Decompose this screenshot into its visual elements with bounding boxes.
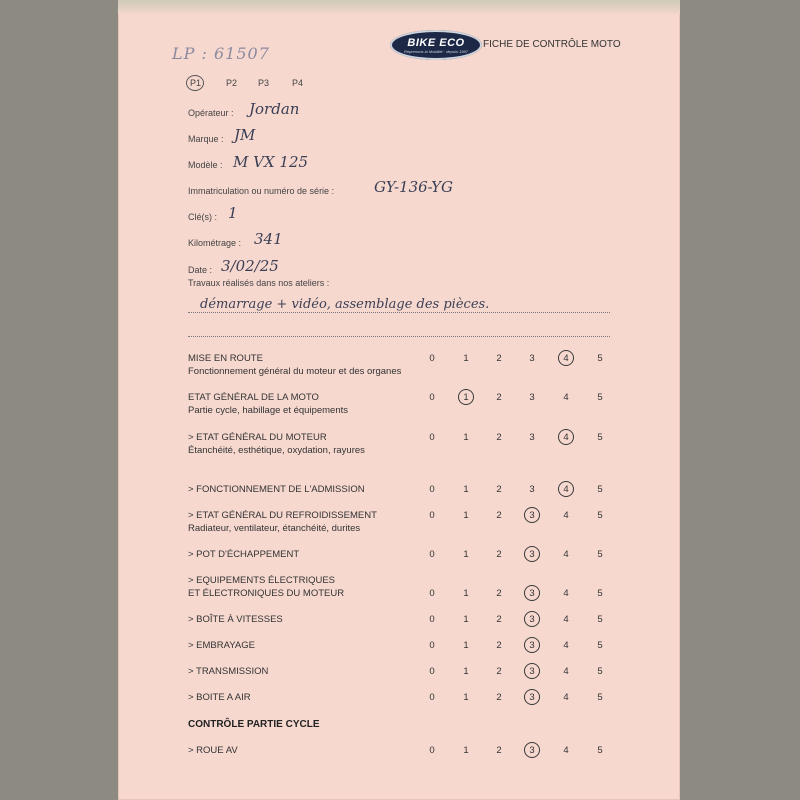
score-option-1 [460, 692, 472, 703]
row-title: > FONCTIONNEMENT DE L'ADMISSION [188, 484, 365, 495]
score-option-0 [426, 745, 438, 756]
score-option-1 [460, 614, 472, 625]
bike-eco-logo [390, 30, 482, 60]
score-option-5 [594, 432, 606, 443]
score-option-3 [526, 392, 538, 403]
score-label: 1 [463, 614, 469, 625]
score-label: 3 [529, 510, 535, 521]
score-label: 2 [496, 692, 502, 703]
score-option-5 [594, 353, 606, 364]
score-label: 2 [496, 353, 502, 364]
score-option-2 [493, 432, 505, 443]
score-label: 5 [597, 549, 603, 560]
row-subtitle: Radiateur, ventilateur, étanchéité, durites [188, 523, 361, 534]
score-option-5 [594, 549, 606, 560]
score-option-2 [493, 666, 505, 677]
row-subtitle: Étanchéité, esthétique, oxydation, rayures [188, 445, 365, 456]
row-title: > TRANSMISSION [188, 666, 269, 677]
logo-text: BIKE ECO [407, 36, 465, 49]
travaux-label: Travaux réalisés dans nos ateliers : [188, 278, 330, 288]
score-label: 4 [563, 666, 569, 677]
score-label: 4 [563, 640, 569, 651]
selected-score-circle [524, 637, 540, 653]
score-option-3 [526, 588, 538, 599]
score-label: 3 [529, 745, 535, 756]
score-label: 2 [496, 484, 502, 495]
score-label: 4 [563, 588, 569, 599]
score-label: 0 [429, 432, 435, 443]
score-option-0 [426, 588, 438, 599]
selected-score-circle [458, 389, 474, 405]
score-option-1 [460, 432, 472, 443]
section-title-partie-cycle: CONTRÔLE PARTIE CYCLE [188, 719, 320, 730]
score-option-0 [426, 353, 438, 364]
score-option-2 [493, 510, 505, 521]
score-option-5 [594, 392, 606, 403]
score-label: 2 [496, 666, 502, 677]
score-label: 2 [496, 392, 502, 403]
selected-score-circle [524, 689, 540, 705]
score-option-0 [426, 510, 438, 521]
score-label: 5 [597, 510, 603, 521]
score-label: 1 [463, 692, 469, 703]
score-option-4 [560, 745, 572, 756]
score-label: 5 [597, 640, 603, 651]
score-option-0 [426, 549, 438, 560]
score-option-3 [526, 432, 538, 443]
row-title: > POT D'ÉCHAPPEMENT [188, 549, 300, 560]
score-option-4 [560, 484, 572, 495]
score-label: 2 [496, 432, 502, 443]
score-label: 0 [429, 588, 435, 599]
score-label: 3 [529, 692, 535, 703]
date-value: 3/02/25 [221, 257, 279, 275]
score-label: 5 [597, 588, 603, 599]
score-option-5 [594, 510, 606, 521]
row-title: > BOÎTE À VITESSES [188, 614, 283, 625]
score-label: 4 [563, 692, 569, 703]
row-title: > BOITE A AIR [188, 692, 251, 703]
marque-label: Marque : [188, 134, 224, 144]
score-option-2 [493, 353, 505, 364]
km-label: Kilométrage : [188, 238, 242, 248]
logo-tagline: Reprenons la Mobilité · depuis 1997 [403, 48, 469, 54]
score-option-0 [426, 392, 438, 403]
score-option-4 [560, 614, 572, 625]
score-option-4 [560, 510, 572, 521]
cles-value: 1 [228, 204, 238, 222]
score-option-2 [493, 614, 505, 625]
row-title: > EQUIPEMENTS ÉLECTRIQUES [188, 575, 336, 586]
row-subtitle: Partie cycle, habillage et équipements [188, 405, 349, 416]
score-option-2 [493, 588, 505, 599]
score-option-5 [594, 666, 606, 677]
score-label: 1 [463, 392, 469, 403]
score-label: 1 [463, 432, 469, 443]
score-option-1 [460, 549, 472, 560]
sheet-title: FICHE DE CONTRÔLE MOTO [483, 39, 621, 50]
score-option-2 [493, 745, 505, 756]
score-label: 2 [496, 588, 502, 599]
score-label: 0 [429, 510, 435, 521]
row-title: MISE EN ROUTE [188, 353, 263, 364]
score-option-4 [560, 432, 572, 443]
score-label: 0 [429, 666, 435, 677]
row-title: > EMBRAYAGE [188, 640, 255, 651]
score-option-4 [560, 392, 572, 403]
score-label: 5 [597, 392, 603, 403]
score-label: 0 [429, 353, 435, 364]
score-option-5 [594, 692, 606, 703]
score-label: 2 [496, 614, 502, 625]
score-label: 5 [597, 432, 603, 443]
score-label: 1 [463, 640, 469, 651]
score-label: 5 [597, 692, 603, 703]
score-label: 2 [496, 510, 502, 521]
score-label: 1 [463, 510, 469, 521]
score-option-2 [493, 640, 505, 651]
score-option-4 [560, 666, 572, 677]
score-option-2 [493, 484, 505, 495]
score-label: 3 [529, 549, 535, 560]
immat-label: Immatriculation ou numéro de série : [188, 186, 335, 196]
score-option-5 [594, 588, 606, 599]
score-label: 5 [597, 745, 603, 756]
score-label: 1 [463, 353, 469, 364]
score-label: 1 [463, 666, 469, 677]
score-label: 1 [463, 588, 469, 599]
score-label: 5 [597, 666, 603, 677]
score-option-4 [560, 640, 572, 651]
row-title: > ROUE AV [188, 745, 238, 756]
page-selected-circle [186, 75, 204, 91]
page-tab-p2: P2 [226, 78, 238, 88]
score-option-4 [560, 549, 572, 560]
score-label: 1 [463, 484, 469, 495]
selected-score-circle [558, 350, 574, 366]
score-label: 0 [429, 692, 435, 703]
row-title: > ETAT GÉNÉRAL DU REFROIDISSEMENT [188, 510, 377, 521]
score-label: 0 [429, 640, 435, 651]
score-label: 3 [529, 353, 535, 364]
score-option-4 [560, 588, 572, 599]
score-option-5 [594, 614, 606, 625]
score-label: 5 [597, 353, 603, 364]
score-option-3 [526, 353, 538, 364]
date-label: Date : [188, 265, 213, 275]
cles-label: Clé(s) : [188, 212, 217, 222]
page-tab-label: P1 [190, 78, 202, 88]
modele-value: M VX 125 [233, 153, 309, 171]
score-option-4 [560, 353, 572, 364]
score-label: 5 [597, 484, 603, 495]
selected-score-circle [524, 611, 540, 627]
score-label: 4 [563, 392, 569, 403]
score-option-1 [460, 392, 472, 403]
selected-score-circle [524, 546, 540, 562]
score-label: 3 [529, 666, 535, 677]
score-option-1 [460, 510, 472, 521]
travaux-value: démarrage + vidéo, assemblage des pièces. [200, 297, 490, 312]
score-label: 0 [429, 614, 435, 625]
score-option-2 [493, 392, 505, 403]
score-label: 4 [563, 353, 569, 364]
score-option-3 [526, 510, 538, 521]
score-label: 0 [429, 484, 435, 495]
score-option-1 [460, 353, 472, 364]
operateur-label: Opérateur : [188, 108, 234, 118]
score-label: 0 [429, 549, 435, 560]
score-label: 4 [563, 745, 569, 756]
score-option-0 [426, 432, 438, 443]
score-label: 3 [529, 484, 535, 495]
score-option-2 [493, 692, 505, 703]
selected-score-circle [524, 742, 540, 758]
score-option-3 [526, 614, 538, 625]
selected-score-circle [558, 429, 574, 445]
score-option-1 [460, 666, 472, 677]
score-label: 0 [429, 392, 435, 403]
marque-value: JM [234, 126, 256, 144]
score-label: 2 [496, 745, 502, 756]
immat-value: GY-136-YG [374, 178, 453, 196]
score-label: 1 [463, 549, 469, 560]
score-label: 4 [563, 510, 569, 521]
score-option-5 [594, 484, 606, 495]
score-label: 2 [496, 549, 502, 560]
score-option-0 [426, 692, 438, 703]
score-label: 3 [529, 640, 535, 651]
score-option-1 [460, 484, 472, 495]
modele-label: Modèle : [188, 160, 223, 170]
travaux-line-1 [188, 312, 610, 313]
score-option-3 [526, 692, 538, 703]
control-sheet [118, 0, 680, 800]
selected-score-circle [524, 507, 540, 523]
lp-number: LP : 61507 [172, 44, 270, 63]
score-label: 4 [563, 549, 569, 560]
row-subtitle: ET ÉLECTRONIQUES DU MOTEUR [188, 588, 345, 599]
score-option-3 [526, 745, 538, 756]
score-option-3 [526, 640, 538, 651]
score-option-0 [426, 666, 438, 677]
page-tab-p4: P4 [292, 78, 304, 88]
row-title: > ETAT GÉNÉRAL DU MOTEUR [188, 432, 327, 443]
score-label: 0 [429, 745, 435, 756]
score-option-3 [526, 484, 538, 495]
score-option-1 [460, 588, 472, 599]
score-option-0 [426, 614, 438, 625]
score-label: 3 [529, 588, 535, 599]
score-label: 4 [563, 432, 569, 443]
selected-score-circle [524, 585, 540, 601]
row-title: ETAT GÉNÉRAL DE LA MOTO [188, 392, 319, 403]
score-option-3 [526, 549, 538, 560]
score-option-1 [460, 745, 472, 756]
travaux-line-2 [188, 336, 610, 337]
row-subtitle: Fonctionnement général du moteur et des organes [188, 366, 402, 377]
score-option-0 [426, 640, 438, 651]
selected-score-circle [524, 663, 540, 679]
score-label: 2 [496, 640, 502, 651]
score-option-3 [526, 666, 538, 677]
score-label: 4 [563, 484, 569, 495]
score-label: 3 [529, 432, 535, 443]
score-option-1 [460, 640, 472, 651]
operateur-value: Jordan [249, 100, 300, 118]
score-label: 3 [529, 614, 535, 625]
page-tab-p1 [190, 78, 201, 88]
score-label: 1 [463, 745, 469, 756]
score-option-0 [426, 484, 438, 495]
score-label: 3 [529, 392, 535, 403]
score-option-5 [594, 745, 606, 756]
score-option-4 [560, 692, 572, 703]
km-value: 341 [254, 230, 283, 248]
score-option-2 [493, 549, 505, 560]
sheet-top-edge [118, 0, 680, 14]
score-option-5 [594, 640, 606, 651]
score-label: 5 [597, 614, 603, 625]
selected-score-circle [558, 481, 574, 497]
page-tab-p3: P3 [258, 78, 270, 88]
score-label: 4 [563, 614, 569, 625]
